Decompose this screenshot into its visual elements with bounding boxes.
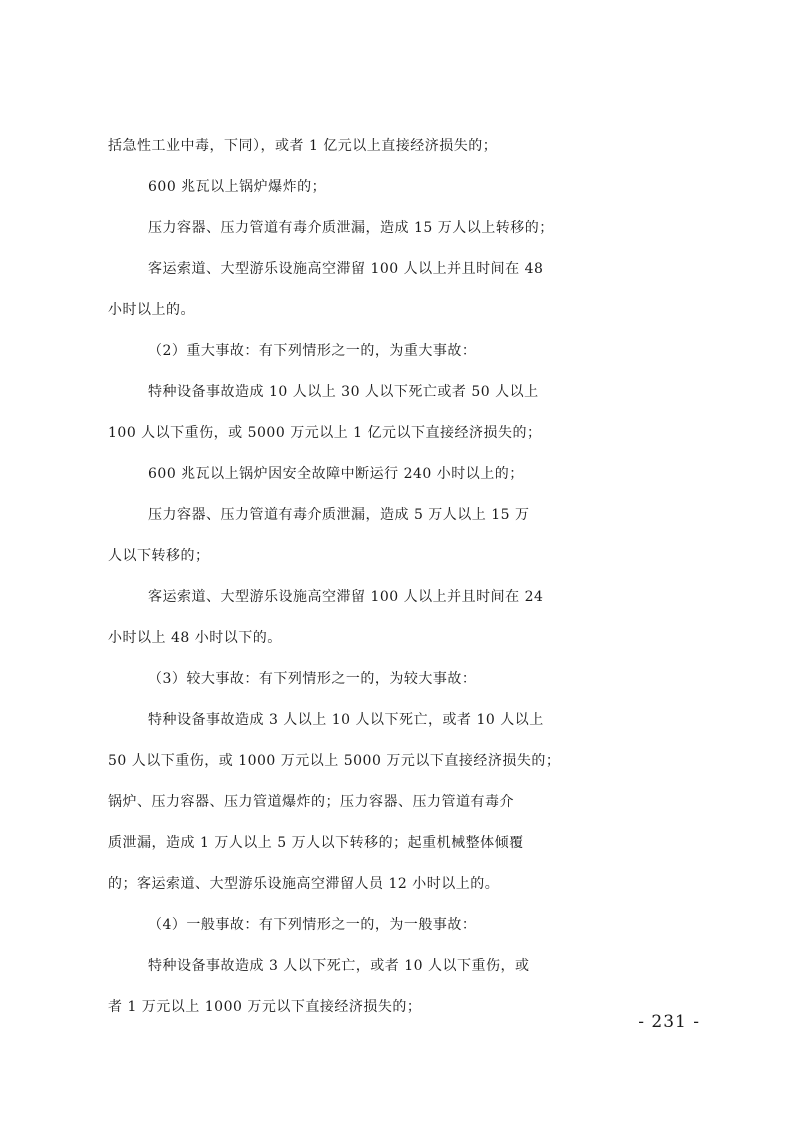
- text-line-7: 特种设备事故造成 10 人以上 30 人以下死亡或者 50 人以上: [148, 384, 539, 400]
- section-heading-larger-accident: （3）较大事故：有下列情形之一的，为较大事故：: [148, 671, 477, 687]
- page-number: - 231 -: [638, 1012, 700, 1032]
- section-heading-general-accident: （4）一般事故：有下列情形之一的，为一般事故：: [148, 917, 477, 933]
- text-line-17: 锅炉、压力容器、压力管道爆炸的；压力容器、压力管道有毒介: [108, 794, 514, 810]
- text-line-5: 小时以上的。: [108, 302, 195, 318]
- text-line-21: 特种设备事故造成 3 人以下死亡，或者 10 人以下重伤，或: [148, 958, 530, 974]
- text-line-11: 人以下转移的；: [108, 548, 210, 564]
- text-line-12: 客运索道、大型游乐设施高空滞留 100 人以上并且时间在 24: [148, 589, 544, 605]
- text-line-19: 的；客运索道、大型游乐设施高空滞留人员 12 小时以上的。: [108, 876, 500, 892]
- text-line-18: 质泄漏，造成 1 万人以上 5 万人以下转移的；起重机械整体倾覆: [108, 835, 524, 851]
- section-heading-major-accident: （2）重大事故：有下列情形之一的，为重大事故：: [148, 343, 477, 359]
- text-line-4: 客运索道、大型游乐设施高空滞留 100 人以上并且时间在 48: [148, 261, 544, 277]
- text-line-10: 压力容器、压力管道有毒介质泄漏，造成 5 万人以上 15 万: [148, 507, 530, 523]
- text-line-8: 100 人以下重伤，或 5000 万元以上 1 亿元以下直接经济损失的；: [108, 425, 542, 441]
- text-line-2: 600 兆瓦以上锅炉爆炸的；: [148, 179, 327, 195]
- text-line-15: 特种设备事故造成 3 人以上 10 人以下死亡，或者 10 人以上: [148, 712, 544, 728]
- text-line-1: 括急性工业中毒，下同），或者 1 亿元以上直接经济损失的；: [108, 138, 498, 154]
- text-line-22: 者 1 万元以上 1000 万元以下直接经济损失的；: [108, 999, 422, 1015]
- text-line-3: 压力容器、压力管道有毒介质泄漏，造成 15 万人以上转移的；: [148, 220, 554, 236]
- text-line-9: 600 兆瓦以上锅炉因安全故障中断运行 240 小时以上的；: [148, 466, 524, 482]
- text-line-13: 小时以上 48 小时以下的。: [108, 630, 282, 646]
- text-line-16: 50 人以下重伤，或 1000 万元以上 5000 万元以下直接经济损失的；: [108, 753, 561, 769]
